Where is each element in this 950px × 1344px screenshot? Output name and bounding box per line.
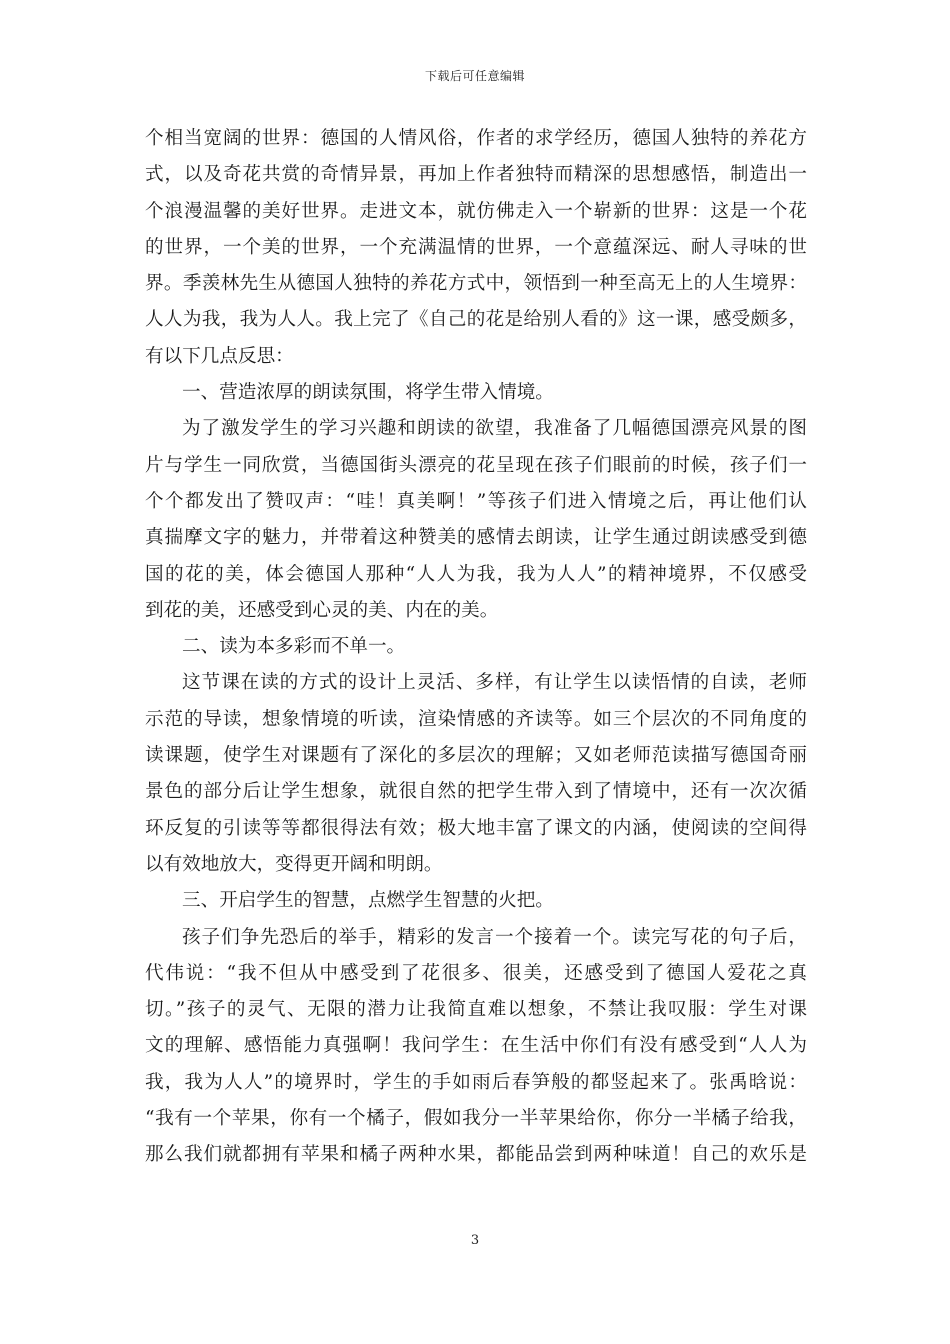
- text-line: 读课题，使学生对课题有了深化的多层次的理解；又如老师范读描写德国奇丽: [145, 745, 807, 767]
- text-line: 文的理解、感悟能力真强啊！我问学生：在生活中你们有没有感受到“人人为: [145, 1035, 807, 1057]
- text-line: 景色的部分后让学生想象，就很自然的把学生带入到了情境中，还有一次次循: [145, 781, 807, 803]
- page-header: 下载后可任意编辑: [424, 69, 525, 83]
- text-line: “我有一个苹果，你有一个橘子，假如我分一半苹果给你，你分一半橘子给我，: [145, 1108, 807, 1130]
- text-line: 我，我为人人”的境界时，学生的手如雨后春笋般的都竖起来了。张禹晗说：: [145, 1071, 807, 1093]
- text-line: 为了激发学生的学习兴趣和朗读的欲望，我准备了几幅德国漂亮风景的图: [182, 418, 807, 440]
- text-line: 式，以及奇花共赏的奇情异景，再加上作者独特而精深的思想感悟，制造出一: [145, 164, 807, 186]
- text-line: 示范的导读，想象情境的听读，渲染情感的齐读等。如三个层次的不同角度的: [145, 708, 807, 730]
- text-line: 环反复的引读等等都很得法有效；极大地丰富了课文的内涵，使阅读的空间得: [145, 817, 807, 839]
- text-line: 真揣摩文字的魅力，并带着这种赞美的感情去朗读，让学生通过朗读感受到德: [145, 527, 807, 549]
- section-heading-2: 二、读为本多彩而不单一。: [182, 636, 406, 658]
- text-line: 到花的美，还感受到心灵的美、内在的美。: [145, 599, 499, 621]
- text-line: 个个都发出了赞叹声：“哇！真美啊！”等孩子们进入情境之后，再让他们认: [145, 490, 807, 512]
- text-line: 人人为我，我为人人。我上完了《自己的花是给别人看的》这一课，感受颇多，: [145, 309, 807, 331]
- text-line: 个浪漫温馨的美好世界。走进文本，就仿佛走入一个崭新的世界：这是一个花: [145, 200, 807, 222]
- text-line: 切。”孩子的灵气、无限的潜力让我简直难以想象，不禁让我叹服：学生对课: [145, 999, 807, 1021]
- text-line: 以有效地放大，变得更开阔和明朗。: [145, 853, 443, 875]
- text-line: 这节课在读的方式的设计上灵活、多样，有让学生以读悟情的自读，老师: [182, 672, 807, 694]
- text-line: 代伟说：“我不但从中感受到了花很多、很美，还感受到了德国人爱花之真: [145, 962, 807, 984]
- document-body: [145, 121, 807, 1174]
- text-line: 的世界，一个美的世界，一个充满温情的世界，一个意蕴深远、耐人寻味的世: [145, 236, 807, 258]
- page-number: 3: [470, 1233, 480, 1248]
- text-line: 国的花的美，体会德国人那种“人人为我，我为人人”的精神境界，不仅感受: [145, 563, 807, 585]
- text-line: 个相当宽阔的世界：德国的人情风俗，作者的求学经历，德国人独特的养花方: [145, 128, 807, 149]
- text-line: 有以下几点反思：: [145, 345, 294, 367]
- text-line: 界。季羡林先生从德国人独特的养花方式中，领悟到一种至高无上的人生境界：: [145, 273, 807, 295]
- text-line: 那么我们就都拥有苹果和橘子两种水果，都能品尝到两种味道！自己的欢乐是: [145, 1144, 807, 1166]
- text-line: 片与学生一同欣赏，当德国街头漂亮的花呈现在孩子们眼前的时候，孩子们一: [145, 454, 807, 476]
- section-heading-1: 一、营造浓厚的朗读氛围，将学生带入情境。: [182, 382, 554, 404]
- text-line: 孩子们争先恐后的举手，精彩的发言一个接着一个。读完写花的句子后，: [182, 926, 807, 948]
- section-heading-3: 三、开启学生的智慧，点燃学生智慧的火把。: [182, 890, 554, 912]
